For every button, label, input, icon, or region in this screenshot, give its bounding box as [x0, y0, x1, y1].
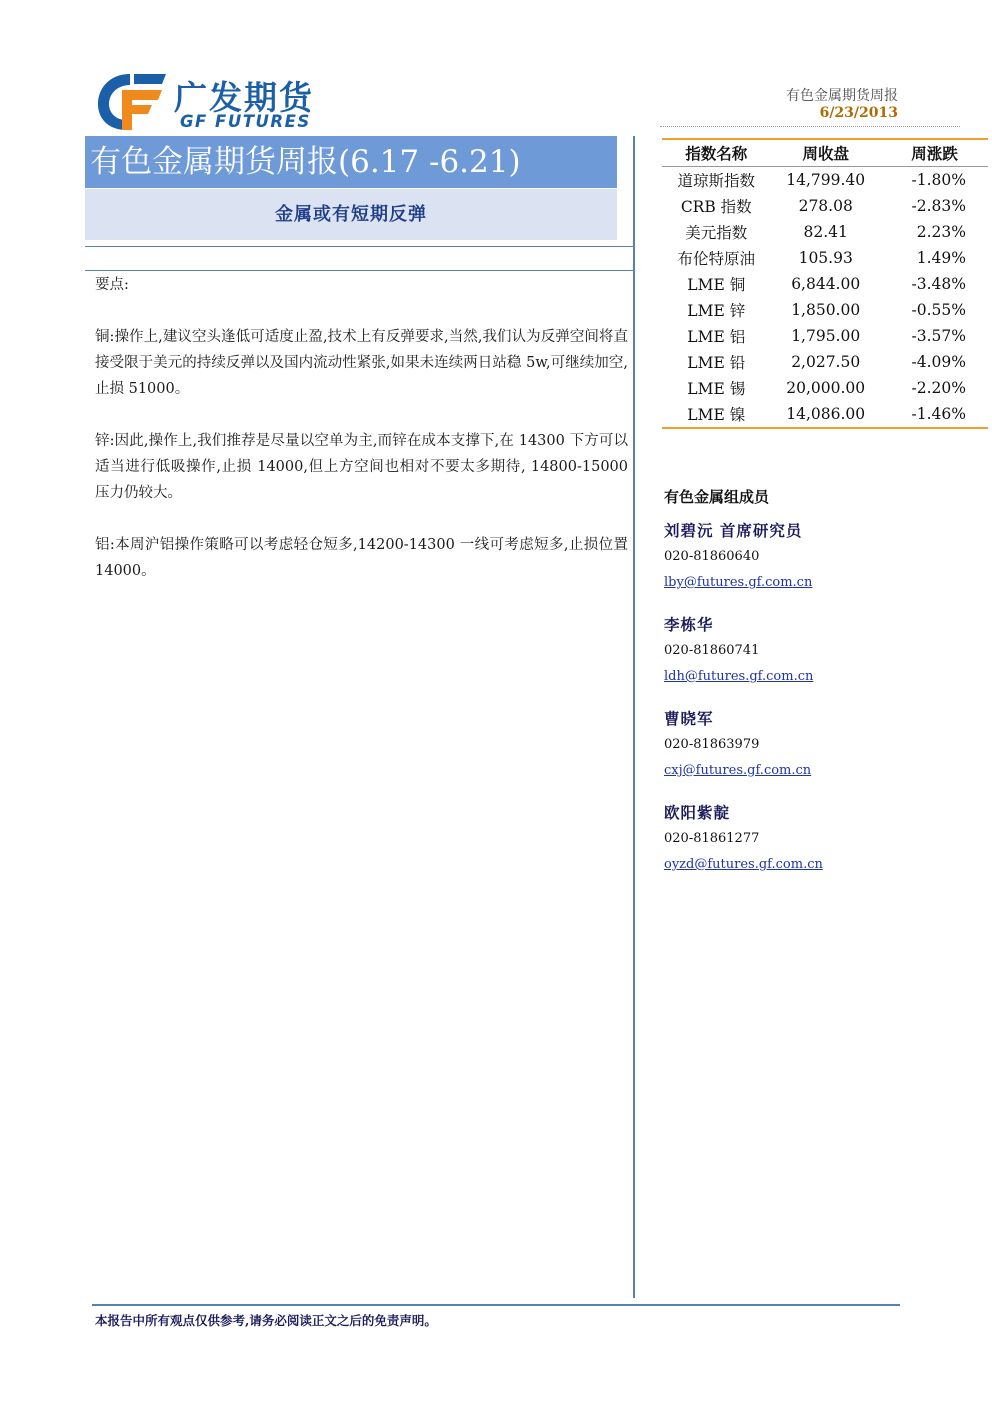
- weekly-close: 6,844.00: [791, 275, 861, 293]
- member-email-link[interactable]: oyzd@futures.gf.com.cn: [664, 857, 823, 872]
- weekly-close: 105.93: [798, 249, 853, 267]
- index-name: 道琼斯指数: [677, 172, 755, 190]
- report-title: 有色金属期货周报(6.17 -6.21): [90, 144, 521, 180]
- table-row: [662, 349, 988, 375]
- member-name: 曹晓军: [664, 709, 714, 728]
- weekly-change: -0.55%: [911, 301, 966, 319]
- weekly-close: 20,000.00: [786, 379, 866, 397]
- weekly-change: -3.48%: [911, 275, 966, 293]
- member-phone: 020-81863979: [664, 737, 760, 752]
- index-name: 美元指数: [685, 224, 748, 242]
- member-email-link[interactable]: cxj@futures.gf.com.cn: [664, 763, 812, 778]
- column-header: 周涨跌: [881, 139, 988, 167]
- table-row: [662, 167, 988, 194]
- section-rule: [85, 246, 633, 247]
- section-rule: [85, 270, 633, 271]
- weekly-close: 14,799.40: [786, 171, 866, 189]
- key-points-heading: 要点:: [95, 277, 129, 293]
- header-report-type: 有色金属期货周报: [786, 88, 898, 104]
- index-name: LME 铅: [687, 354, 746, 372]
- weekly-close: 1,850.00: [791, 301, 861, 319]
- table-row: [662, 271, 988, 297]
- member-phone: 020-81860741: [664, 643, 760, 658]
- member-name: 欧阳紫靛: [664, 803, 731, 822]
- member-name: 李栋华: [664, 615, 714, 634]
- gf-logo-icon: [96, 70, 166, 132]
- weekly-close: 2,027.50: [791, 353, 861, 371]
- member-email-link[interactable]: ldh@futures.gf.com.cn: [664, 669, 814, 684]
- zinc-paragraph: 锌:因此,操作上,我们推荐是尽量以空单为主,而锌在成本支撑下,在 14300 下方可以适当进行低吸操作,止损 14000,但上方空间也相对不要太多期待, 14800-15000 压力仍较大。: [95, 433, 628, 501]
- team-member: [664, 612, 964, 690]
- weekly-change: -1.46%: [881, 401, 988, 428]
- header-date: 6/23/2013: [819, 105, 898, 121]
- member-phone: 020-81860640: [664, 549, 760, 564]
- table-row: [662, 297, 988, 323]
- weekly-change: 1.49%: [916, 249, 966, 267]
- table-header-row: [662, 139, 988, 167]
- index-name: LME 锡: [687, 380, 746, 398]
- table-row: [662, 219, 988, 245]
- weekly-change: -2.20%: [911, 379, 966, 397]
- weekly-change: -2.83%: [911, 197, 966, 215]
- table-row: [662, 245, 988, 271]
- index-name: LME 铜: [687, 276, 746, 294]
- team-title: 有色金属组成员: [664, 488, 770, 506]
- team-section: [664, 486, 964, 894]
- logo-english-text: GF FUTURES: [180, 112, 311, 131]
- table-row: [662, 193, 988, 219]
- column-header: 指数名称: [662, 139, 771, 167]
- team-member: [664, 518, 964, 596]
- index-name: LME 铝: [687, 328, 746, 346]
- column-header: 周收盘: [771, 139, 881, 167]
- weekly-close: 1,795.00: [791, 327, 861, 345]
- logo-chinese-text: 广发期货: [174, 78, 314, 117]
- index-table: [662, 138, 988, 429]
- team-member: [664, 706, 964, 784]
- weekly-close: 278.08: [798, 197, 853, 215]
- aluminum-paragraph: 铝:本周沪铝操作策略可以考虑轻仓短多,14200-14300 一线可考虑短多,止损位置 14000。: [95, 537, 628, 579]
- member-phone: 020-81861277: [664, 831, 760, 846]
- weekly-change: -4.09%: [911, 353, 966, 371]
- index-name: 布伦特原油: [677, 250, 755, 268]
- index-name: LME 镍: [662, 401, 771, 428]
- report-subtitle: 金属或有短期反弹: [275, 204, 427, 225]
- weekly-change: -3.57%: [911, 327, 966, 345]
- index-name: LME 锌: [687, 302, 746, 320]
- column-divider: [633, 136, 635, 1298]
- footer-rule: [92, 1304, 900, 1306]
- weekly-close: 82.41: [803, 223, 848, 241]
- key-points-section: [95, 272, 628, 610]
- table-row: [662, 401, 988, 428]
- weekly-change: -1.80%: [911, 171, 966, 189]
- weekly-change: 2.23%: [916, 223, 966, 241]
- member-email-link[interactable]: lby@futures.gf.com.cn: [664, 575, 813, 590]
- team-member: [664, 800, 964, 878]
- table-row: [662, 323, 988, 349]
- weekly-close: 14,086.00: [771, 401, 881, 428]
- index-name: CRB 指数: [680, 198, 752, 216]
- copper-paragraph: 铜:操作上,建议空头逢低可适度止盈,技术上有反弹要求,当然,我们认为反弹空间将直接受限于美元的持续反弹以及国内流动性紧张,如果未连续两日站稳 5w,可继续加空,止损 51000。: [95, 329, 628, 397]
- member-name: 刘碧沅 首席研究员: [664, 521, 803, 540]
- footer-disclaimer: 本报告中所有观点仅供参考,请务必阅读正文之后的免责声明。: [95, 1313, 437, 1328]
- header-divider: [660, 126, 960, 127]
- table-row: [662, 375, 988, 401]
